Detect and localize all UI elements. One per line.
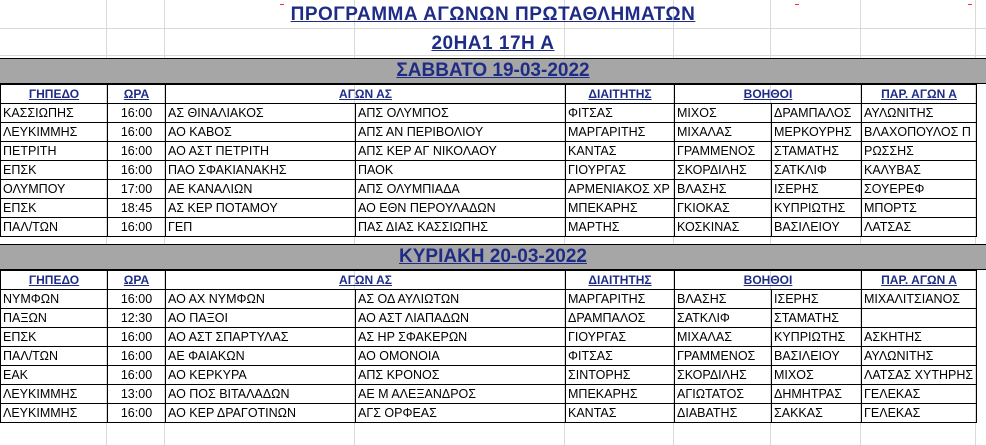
header-time[interactable]: ΩΡΑ: [108, 85, 166, 104]
venue-cell[interactable]: ΠΑΛ/ΤΩΝ: [1, 218, 108, 237]
table-row: [1, 218, 977, 237]
observer-cell[interactable]: ΛΑΤΣΑΣ ΧΥΤΗΡΗΣ: [862, 366, 977, 385]
assistant-1-cell[interactable]: ΜΙΧΑΛΑΣ: [675, 328, 772, 347]
time-cell[interactable]: 18:45: [108, 199, 166, 218]
assistant-2-cell[interactable]: ΒΑΣΙΛΕΙΟΥ: [772, 218, 862, 237]
day-header-sunday: [0, 244, 986, 270]
away-team-cell[interactable]: ΑΠΣ ΟΛΥΜΠΙΑΔΑ: [356, 180, 566, 199]
time-cell[interactable]: 16:00: [108, 404, 166, 423]
venue-cell[interactable]: ΛΕΥΚΙΜΜΗΣ: [1, 123, 108, 142]
referee-cell[interactable]: ΣΙΝΤΟΡΗΣ: [566, 366, 675, 385]
observer-cell[interactable]: ΒΛΑΧΟΠΟΥΛΟΣ Π: [862, 123, 977, 142]
assistant-2-cell[interactable]: ΣΤΑΜΑΤΗΣ: [772, 142, 862, 161]
home-team-cell[interactable]: ΑΟ ΠΑΞΟΙ: [166, 309, 356, 328]
referee-cell[interactable]: ΔΡΑΜΠΑΛΟΣ: [566, 309, 675, 328]
table-row: [1, 104, 977, 123]
referee-cell[interactable]: ΚΑΝΤΑΣ: [566, 404, 675, 423]
time-cell[interactable]: 16:00: [108, 328, 166, 347]
time-cell[interactable]: 16:00: [108, 290, 166, 309]
assistant-2-cell[interactable]: ΒΑΣΙΛΕΙΟΥ: [772, 347, 862, 366]
time-cell[interactable]: 16:00: [108, 104, 166, 123]
observer-cell[interactable]: [862, 309, 977, 328]
day-header-saturday: [0, 58, 986, 84]
table-row: [1, 142, 977, 161]
away-team-cell[interactable]: ΑΠΣ ΟΛΥΜΠΟΣ: [356, 104, 566, 123]
referee-cell[interactable]: ΓΙΟΥΡΓΑΣ: [566, 328, 675, 347]
home-team-cell[interactable]: ΑΟ ΑΣΤ ΣΠΑΡΤΥΛΑΣ: [166, 328, 356, 347]
header-referee[interactable]: ΔΙΑΙΤΗΤΗΣ: [566, 85, 675, 104]
assistant-2-cell[interactable]: ΔΡΑΜΠΑΛΟΣ: [772, 104, 862, 123]
table-row: [1, 161, 977, 180]
observer-cell[interactable]: ΡΩΣΣΗΣ: [862, 142, 977, 161]
assistant-2-cell[interactable]: ΚΥΠΡΙΩΤΗΣ: [772, 328, 862, 347]
observer-cell[interactable]: ΜΙΧΑΛΙΤΣΙΑΝΟΣ: [862, 290, 977, 309]
fixtures-table-sunday: [0, 270, 977, 423]
assistant-2-cell[interactable]: ΔΗΜΗΤΡΑΣ: [772, 385, 862, 404]
day-label: ΚΥΡΙΑΚΗ 20-03-2022: [399, 246, 587, 267]
table-row: [1, 290, 977, 309]
header-matches[interactable]: ΑΓΩΝ ΑΣ: [166, 271, 566, 290]
header-matches[interactable]: ΑΓΩΝ ΑΣ: [166, 85, 566, 104]
table-row: [1, 180, 977, 199]
referee-cell[interactable]: ΜΑΡΤΗΣ: [566, 218, 675, 237]
venue-cell[interactable]: ΠΑΞΩΝ: [1, 309, 108, 328]
page-subtitle: 20ΗΑ1 17Η Α: [431, 33, 555, 54]
header-observer[interactable]: ΠΑΡ. ΑΓΩΝ Α: [862, 85, 977, 104]
observer-cell[interactable]: ΛΑΤΣΑΣ: [862, 218, 977, 237]
header-time[interactable]: ΩΡΑ: [108, 271, 166, 290]
away-team-cell[interactable]: ΠΑΟΚ: [356, 161, 566, 180]
assistant-2-cell[interactable]: ΚΥΠΡΙΩΤΗΣ: [772, 199, 862, 218]
home-team-cell[interactable]: ΠΑΟ ΣΦΑΚΙΑΝΑΚΗΣ: [166, 161, 356, 180]
observer-cell[interactable]: ΜΠΟΡΤΣ: [862, 199, 977, 218]
assistant-1-cell[interactable]: ΓΚΙΟΚΑΣ: [675, 199, 772, 218]
referee-cell[interactable]: ΜΠΕΚΑΡΗΣ: [566, 385, 675, 404]
header-venue[interactable]: ΓΗΠΕΔΟ: [1, 85, 108, 104]
venue-cell[interactable]: ΕΠΣΚ: [1, 328, 108, 347]
time-cell[interactable]: 16:00: [108, 218, 166, 237]
time-cell[interactable]: 16:00: [108, 347, 166, 366]
venue-cell[interactable]: ΠΕΤΡΙΤΗ: [1, 142, 108, 161]
observer-cell[interactable]: ΚΑΛΥΒΑΣ: [862, 161, 977, 180]
time-cell[interactable]: 16:00: [108, 366, 166, 385]
assistant-1-cell[interactable]: ΣΑΤΚΛΙΦ: [675, 309, 772, 328]
assistant-2-cell[interactable]: ΙΣΕΡΗΣ: [772, 290, 862, 309]
time-cell[interactable]: 12:30: [108, 309, 166, 328]
assistant-1-cell[interactable]: ΚΟΣΚΙΝΑΣ: [675, 218, 772, 237]
away-team-cell[interactable]: ΑΕ Μ ΑΛΕΞΑΝΔΡΟΣ: [356, 385, 566, 404]
venue-cell[interactable]: ΛΕΥΚΙΜΜΗΣ: [1, 404, 108, 423]
grid-line: [0, 55, 986, 56]
away-team-cell[interactable]: ΑΣ ΟΔ ΑΥΛΙΩΤΩΝ: [356, 290, 566, 309]
assistant-1-cell[interactable]: ΓΡΑΜΜΕΝΟΣ: [675, 142, 772, 161]
referee-cell[interactable]: ΜΠΕΚΑΡΗΣ: [566, 199, 675, 218]
table-row: [1, 123, 977, 142]
home-team-cell[interactable]: ΑΟ ΠΟΣ ΒΙΤΑΛΑΔΩΝ: [166, 385, 356, 404]
assistant-2-cell[interactable]: ΜΕΡΚΟΥΡΗΣ: [772, 123, 862, 142]
assistant-1-cell[interactable]: ΜΙΧΟΣ: [675, 104, 772, 123]
home-team-cell[interactable]: ΑΕ ΚΑΝΑΛΙΩΝ: [166, 180, 356, 199]
table-row: [1, 404, 977, 423]
away-team-cell[interactable]: ΠΑΣ ΔΙΑΣ ΚΑΣΣΙΩΠΗΣ: [356, 218, 566, 237]
fixtures-table-saturday: [0, 84, 977, 237]
column-header-row: [1, 85, 977, 104]
venue-cell[interactable]: ΝΥΜΦΩΝ: [1, 290, 108, 309]
venue-cell[interactable]: ΛΕΥΚΙΜΜΗΣ: [1, 385, 108, 404]
referee-cell[interactable]: ΜΑΡΓΑΡΙΤΗΣ: [566, 290, 675, 309]
table-row: [1, 309, 977, 328]
venue-cell[interactable]: ΠΑΛ/ΤΩΝ: [1, 347, 108, 366]
away-team-cell[interactable]: ΑΟ ΟΜΟΝΟΙΑ: [356, 347, 566, 366]
assistant-1-cell[interactable]: ΑΓΙΩΤΑΤΟΣ: [675, 385, 772, 404]
observer-cell[interactable]: ΓΕΛΕΚΑΣ: [862, 404, 977, 423]
home-team-cell[interactable]: ΓΕΠ: [166, 218, 356, 237]
away-team-cell[interactable]: ΑΟ ΕΘΝ ΠΕΡΟΥΛΑΔΩΝ: [356, 199, 566, 218]
home-team-cell[interactable]: ΑΕ ΦΑΙΑΚΩΝ: [166, 347, 356, 366]
time-cell[interactable]: 16:00: [108, 123, 166, 142]
venue-cell[interactable]: ΕΑΚ: [1, 366, 108, 385]
away-team-cell[interactable]: ΑΓΣ ΟΡΦΕΑΣ: [356, 404, 566, 423]
time-cell[interactable]: 17:00: [108, 180, 166, 199]
away-team-cell[interactable]: ΑΠΣ ΚΡΟΝΟΣ: [356, 366, 566, 385]
venue-cell[interactable]: ΕΠΣΚ: [1, 161, 108, 180]
home-team-cell[interactable]: ΑΟ ΑΧ ΝΥΜΦΩΝ: [166, 290, 356, 309]
assistant-1-cell[interactable]: ΔΙΑΒΑΤΗΣ: [675, 404, 772, 423]
observer-cell[interactable]: ΓΕΛΕΚΑΣ: [862, 385, 977, 404]
column-header-row: [1, 271, 977, 290]
away-team-cell[interactable]: ΑΠΣ ΚΕΡ ΑΓ ΝΙΚΟΛΑΟΥ: [356, 142, 566, 161]
day-label: ΣΑΒΒΑΤΟ 19-03-2022: [396, 60, 590, 81]
table-row: [1, 328, 977, 347]
assistant-1-cell[interactable]: ΓΡΑΜΜΕΝΟΣ: [675, 347, 772, 366]
time-cell[interactable]: 16:00: [108, 142, 166, 161]
grid-line: [0, 28, 986, 29]
home-team-cell[interactable]: ΑΣ ΘΙΝΑΛΙΑΚΟΣ: [166, 104, 356, 123]
assistant-1-cell[interactable]: ΒΛΑΣΗΣ: [675, 290, 772, 309]
away-team-cell[interactable]: ΑΣ ΗΡ ΣΦΑΚΕΡΩΝ: [356, 328, 566, 347]
assistant-1-cell[interactable]: ΜΙΧΑΛΑΣ: [675, 123, 772, 142]
assistant-1-cell[interactable]: ΣΚΟΡΔΙΛΗΣ: [675, 161, 772, 180]
observer-cell[interactable]: ΑΣΚΗΤΗΣ: [862, 328, 977, 347]
assistant-2-cell[interactable]: ΣΤΑΜΑΤΗΣ: [772, 309, 862, 328]
header-assistants[interactable]: ΒΟΗΘΟΙ: [675, 271, 862, 290]
observer-cell[interactable]: ΑΥΛΩΝΙΤΗΣ: [862, 104, 977, 123]
table-row: [1, 347, 977, 366]
referee-cell[interactable]: ΓΙΟΥΡΓΑΣ: [566, 161, 675, 180]
assistant-2-cell[interactable]: ΜΙΧΟΣ: [772, 366, 862, 385]
referee-cell[interactable]: ΑΡΜΕΝΙΑΚΟΣ ΧΡ: [566, 180, 675, 199]
venue-cell[interactable]: ΟΛΥΜΠΟΥ: [1, 180, 108, 199]
away-team-cell[interactable]: ΑΟ ΑΣΤ ΛΙΑΠΑΔΩΝ: [356, 309, 566, 328]
header-observer[interactable]: ΠΑΡ. ΑΓΩΝ Α: [862, 271, 977, 290]
home-team-cell[interactable]: ΑΟ ΚΕΡΚΥΡΑ: [166, 366, 356, 385]
observer-cell[interactable]: ΣΟΥΕΡΕΦ: [862, 180, 977, 199]
table-row: [1, 385, 977, 404]
table-row: [1, 199, 977, 218]
referee-cell[interactable]: ΜΑΡΓΑΡΙΤΗΣ: [566, 123, 675, 142]
away-team-cell[interactable]: ΑΠΣ ΑΝ ΠΕΡΙΒΟΛΙΟΥ: [356, 123, 566, 142]
referee-cell[interactable]: ΦΙΤΣΑΣ: [566, 104, 675, 123]
observer-cell[interactable]: ΑΥΛΩΝΙΤΗΣ: [862, 347, 977, 366]
home-team-cell[interactable]: ΑΟ ΑΣΤ ΠΕΤΡΙΤΗ: [166, 142, 356, 161]
venue-cell[interactable]: ΚΑΣΣΙΩΠΗΣ: [1, 104, 108, 123]
home-team-cell[interactable]: ΑΣ ΚΕΡ ΠΟΤΑΜΟΥ: [166, 199, 356, 218]
assistant-2-cell[interactable]: ΙΣΕΡΗΣ: [772, 180, 862, 199]
assistant-1-cell[interactable]: ΣΚΟΡΔΙΛΗΣ: [675, 366, 772, 385]
page-title: ΠΡΟΓΡΑΜΜΑ ΑΓΩΝΩΝ ΠΡΩΤΑΘΛΗΜΑΤΩΝ: [290, 4, 696, 25]
header-referee[interactable]: ΔΙΑΙΤΗΤΗΣ: [566, 271, 675, 290]
home-team-cell[interactable]: ΑΟ ΚΕΡ ΔΡΑΓΟΤΙΝΩΝ: [166, 404, 356, 423]
time-cell[interactable]: 13:00: [108, 385, 166, 404]
assistant-2-cell[interactable]: ΣΑΚΚΑΣ: [772, 404, 862, 423]
table-row: [1, 366, 977, 385]
home-team-cell[interactable]: ΑΟ ΚΑΒΟΣ: [166, 123, 356, 142]
referee-cell[interactable]: ΚΑΝΤΑΣ: [566, 142, 675, 161]
header-assistants[interactable]: ΒΟΗΘΟΙ: [675, 85, 862, 104]
time-cell[interactable]: 16:00: [108, 161, 166, 180]
header-venue[interactable]: ΓΗΠΕΔΟ: [1, 271, 108, 290]
assistant-1-cell[interactable]: ΒΛΑΣΗΣ: [675, 180, 772, 199]
assistant-2-cell[interactable]: ΣΑΤΚΛΙΦ: [772, 161, 862, 180]
referee-cell[interactable]: ΦΙΤΣΑΣ: [566, 347, 675, 366]
venue-cell[interactable]: ΕΠΣΚ: [1, 199, 108, 218]
